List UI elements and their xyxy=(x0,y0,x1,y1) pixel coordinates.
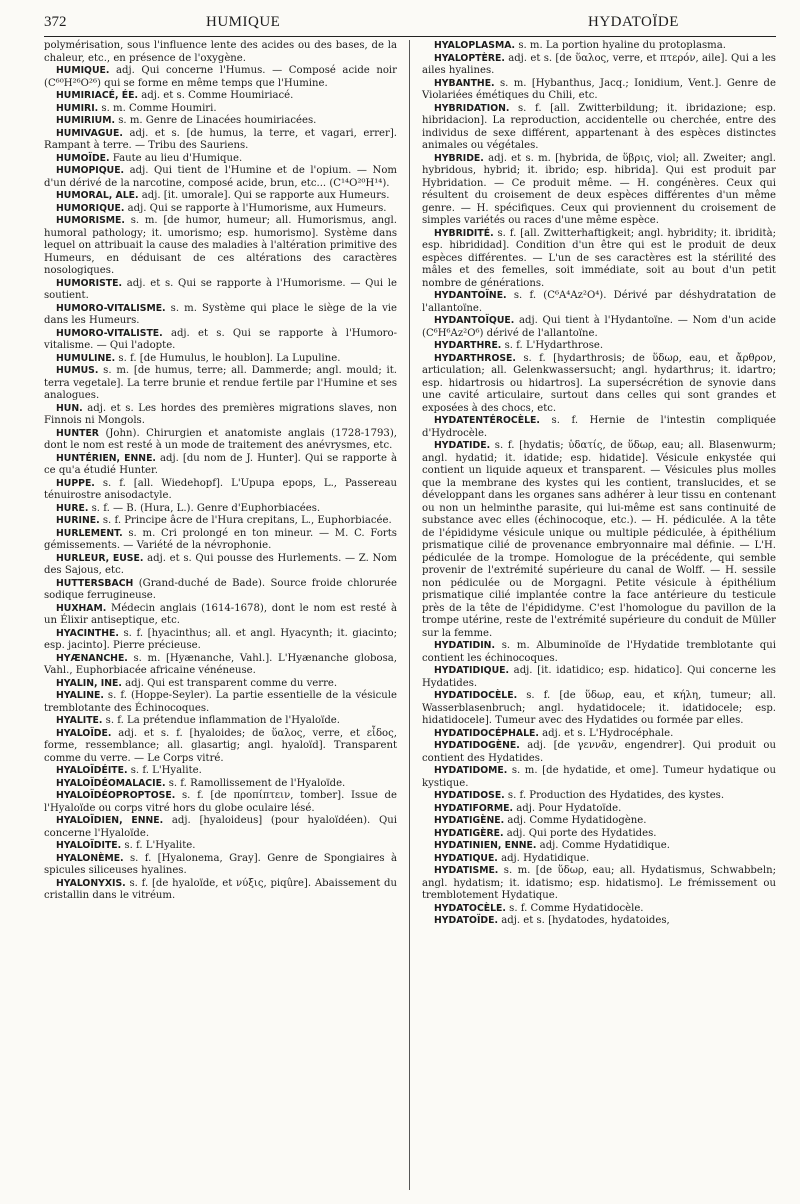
dictionary-entry xyxy=(44,503,397,516)
entry-definition: adj. [hyaloideus] (pour hyaloïdéen). Qui concerne l'Hyaloïde. xyxy=(44,815,397,839)
dictionary-entry xyxy=(44,878,397,903)
entry-definition: (Grand-duché de Bade). Source froide chlorurée sodique ferrugineuse. xyxy=(44,577,397,601)
entry-headword: HYALONÈME. xyxy=(56,852,124,864)
entry-definition: adj. [de γεννᾶν, engendrer]. Qui produit ou contient des Hydatides. xyxy=(422,740,776,764)
dictionary-entry xyxy=(422,153,776,228)
dictionary-entry xyxy=(44,215,397,278)
entry-headword: HYDATIGÈNE. xyxy=(434,815,505,826)
entry-definition: s. f. La prétendue inflammation de l'Hyaloïde. xyxy=(105,715,340,726)
dictionary-entry xyxy=(422,315,776,340)
entry-headword: HYDATIGÈRE. xyxy=(434,827,504,839)
entry-definition: Médecin anglais (1614-1678), dont le nom est resté à un Élixir antiseptique, etc. xyxy=(44,602,397,626)
entry-definition: adj. Qui tient à l'Hydantoïne. — Nom d'un acide (C⁶H⁶Az²O⁶) dérivé de l'allantoïne. xyxy=(422,315,776,339)
entry-definition: adj. [it. umorale]. Qui se rapporte aux Humeurs. xyxy=(141,190,390,201)
dictionary-entry xyxy=(44,790,397,815)
entry-headword: HYDATENTÉROCÈLE. xyxy=(434,415,540,426)
entry-definition: s. f. [hyacinthus; all. et angl. Hyacynth; it. giacinto; esp. jacinto]. Pierre précieuse. xyxy=(44,627,397,651)
entry-headword: HYDATOCÈLE. xyxy=(434,902,506,914)
dictionary-entry xyxy=(44,65,397,90)
dictionary-entry xyxy=(422,828,776,841)
entry-definition: s. f. (C⁶A⁴Az²O⁴). Dérivé par déshydratation de l'allantoïne. xyxy=(422,290,776,314)
entry-headword: HYALOÏDÉITE. xyxy=(56,765,128,776)
entry-headword: HYALINE. xyxy=(56,690,104,701)
entry-headword: HYALIN, INE. xyxy=(56,677,122,689)
entry-definition: s. f. — B. (Hura, L.). Genre d'Euphorbiacées. xyxy=(91,502,321,514)
entry-headword: HYBANTHE. xyxy=(434,77,495,89)
entry-definition: adj. Comme Hydatidique. xyxy=(539,840,670,851)
entry-definition: s. f. Hernie de l'intestin compliquée d'Hydrocèle. xyxy=(422,415,776,439)
entry-headword: HYBRIDE. xyxy=(434,152,484,164)
entry-definition: s. f. [Hyalonema, Gray]. Genre de Spongiaires à spicules siliceuses hyalines. xyxy=(44,852,397,876)
entry-definition: s. f. Principe âcre de l'Hura crepitans, L., Euphorbiacée. xyxy=(102,515,392,526)
entry-definition: adj. et s. Qui pousse des Hurlements. — Z. Nom des Sajous, etc. xyxy=(44,552,398,576)
dictionary-entry xyxy=(422,903,776,916)
page-number: 372 xyxy=(44,14,67,30)
dictionary-entry xyxy=(44,328,397,353)
entry-definition: s. m. Genre de Linacées houmiriacées. xyxy=(118,115,317,126)
dictionary-entry xyxy=(44,603,397,628)
dictionary-entry xyxy=(422,840,776,853)
entry-headword: HYDATIDIQUE. xyxy=(434,665,510,676)
entry-definition: s. f. L'Hydarthrose. xyxy=(504,340,604,351)
dictionary-entry xyxy=(422,765,776,790)
entry-definition: adj. Qui tient de l'Humine et de l'opium. — Nom d'un dérivé de la narcotine, composé acide, brun, etc... (C¹⁴O²⁰H¹⁴). xyxy=(44,165,397,189)
entry-headword: HYDATIQUE. xyxy=(434,852,498,864)
dictionary-entry xyxy=(422,53,776,78)
entry-headword: HUMIVAGUE. xyxy=(56,127,123,139)
entry-headword: HYALOPTÈRE. xyxy=(434,52,505,64)
entry-definition: s. f. Ramollissement de l'Hyaloïde. xyxy=(168,777,346,789)
dictionary-entry xyxy=(44,553,397,578)
entry-headword: HYALOÏDITE. xyxy=(56,840,122,851)
dictionary-entry xyxy=(422,228,776,291)
dictionary-entry xyxy=(44,353,397,366)
dictionary-entry xyxy=(422,665,776,690)
entry-definition: s. f. [all. Wiedehopf]. L'Upupa epops, L., Passereau ténuirostre anisodactyle. xyxy=(44,477,397,501)
entry-headword: HYDATIDOSE. xyxy=(434,790,505,801)
dictionary-entry xyxy=(44,578,397,603)
left-column xyxy=(44,40,397,903)
dictionary-entry xyxy=(44,365,397,403)
entry-definition: adj. Qui est transparent comme du verre. xyxy=(125,677,338,689)
dictionary-entry xyxy=(44,403,397,428)
entry-definition: adj. Comme Hydatidogène. xyxy=(507,815,647,826)
entry-headword: HUMORISME. xyxy=(56,215,125,226)
entry-definition: s. f. [hydatis; ὑδατίς, de ὕδωρ, eau; all. Blasenwurm; angl. hydatid; it. idatide; esp. hidatide]. Vésicule enkystée qui contient un liquide aqueux et transparent. — Vésicules plus molles que la membrane des kystes qui les contient, translucides, et se développant dans les organes sans adhérer à leur tissu en contenant ou non un helminthe parasite, qui lui-même est sans continuité de substance avec elles (échinocoque, etc.). — H. pédiculée. A la tête de l'épididyme vésicule unique ou multiple pédiculée, à épithélium prismatique cilié de provenance embryonnaire mal définie. — L'H. pédiculée de la trompe. Homologue de la précédente, qui semble provenir de l'extrémité supérieure du canal de Wolff. — H. sessile non pédiculée ou de Morgagni. Petite vésicule à épithélium prismatique cilié implantée contre la face antérieure du testicule près de la tête de l'épididyme. C'est l'homologue du pavillon de la trompe utérine, reste de l'extrémité supérieure du conduit de Müller sur la femme. xyxy=(422,440,776,639)
entry-headword: HURINE. xyxy=(56,515,100,526)
entry-headword: HYACINTHE. xyxy=(56,627,119,639)
entry-headword: HYALOÏDE. xyxy=(56,727,112,739)
entry-headword: HUMIQUE. xyxy=(56,65,110,76)
entry-headword: HUMORO-VITALISME. xyxy=(56,302,166,314)
dictionary-entry xyxy=(44,765,397,778)
dictionary-entry xyxy=(44,515,397,528)
entry-headword: HYBRIDITÉ. xyxy=(434,227,494,239)
running-head-right: HYDATOÏDE xyxy=(588,14,679,30)
entry-headword: HYDATIDOME. xyxy=(434,765,508,776)
entry-headword: HURE. xyxy=(56,502,89,514)
dictionary-entry xyxy=(422,415,776,440)
entry-definition: adj. et s. L'Hydrocéphale. xyxy=(542,727,674,739)
entry-definition: s. m. [de humor, humeur; all. Humorismus, angl. humoral pathology; it. umorismo; esp. humorismo]. Système dans lequel on attribuait la cause des maladies à l'altération primitive des Humeurs, en déduisant de ces altérations des caractères nosologiques. xyxy=(44,215,397,276)
entry-headword: HUNTÉRIEN, ENNE. xyxy=(56,452,156,464)
dictionary-entry xyxy=(44,153,397,166)
entry-definition: adj. et s. [de ὕαλος, verre, et πτερόν, aile]. Qui a les ailes hyalines. xyxy=(422,52,776,76)
dictionary-entry xyxy=(44,428,397,453)
entry-headword: HUMULINE. xyxy=(56,352,116,364)
entry-headword: HUMUS. xyxy=(56,365,99,376)
entry-definition: Faute au lieu d'Humique. xyxy=(112,152,243,164)
entry-headword: HUXHAM. xyxy=(56,602,107,614)
entry-definition: adj. et s. Qui se rapporte à l'Humoro-vitalisme. — Qui l'adopte. xyxy=(44,327,397,351)
dictionary-entry xyxy=(44,778,397,791)
entry-headword: HYDATIDOGÈNE. xyxy=(434,740,520,751)
entry-definition: adj. et s. Qui se rapporte à l'Humorisme. — Qui le soutient. xyxy=(44,277,397,301)
dictionary-entry xyxy=(422,728,776,741)
dictionary-entry xyxy=(44,453,397,478)
dictionary-entry xyxy=(44,165,397,190)
dictionary-entry xyxy=(44,840,397,853)
entry-definition: adj. Qui se rapporte à l'Humorisme, aux Humeurs. xyxy=(127,202,387,214)
entry-definition: adj. [it. idatidico; esp. hidatico]. Qui concerne les Hydatides. xyxy=(422,665,776,689)
entry-definition: s. m. Cri prolongé en ton mineur. — M. C. Forts gémissements. — Variété de la névrophonie. xyxy=(44,527,397,551)
entry-headword: HYALITE. xyxy=(56,715,103,726)
entry-definition: (John). Chirurgien et anatomiste anglais (1728-1793), dont le nom est resté à un mode de traitement des anévrysmes, etc. xyxy=(44,427,398,451)
dictionary-entry xyxy=(422,640,776,665)
entry-headword: HYDATISME. xyxy=(434,865,499,876)
entry-definition: adj. et s. Les hordes des premières migrations slaves, non Finnois ni Mongols. xyxy=(44,402,397,426)
dictionary-entry xyxy=(422,690,776,728)
entry-definition: adj. et s. Comme Houmiriacé. xyxy=(141,90,294,101)
entry-definition: adj. et s. m. [hybrida, de ὕβρις, viol; all. Zweiter; angl. hybridous, hybrid; it. ibrido; esp. hibrida]. Qui est produit par Hybridation. — Ce produit même. — H. congénères. Ceux qui résultent du croisement de deux espèces différentes d'un même genre. — H. spécifiques. Ceux qui proviennent du croisement de simples variétés ou races d'une même espèce. xyxy=(422,152,776,226)
dictionary-entry xyxy=(44,678,397,691)
dictionary-entry xyxy=(422,78,776,103)
entry-definition: s. m. [de humus, terre; all. Dammerde; angl. mould; it. terra vegetale]. La terre brunie et rendue fertile par l'Humine et ses analogues. xyxy=(44,365,397,401)
dictionary-entry xyxy=(422,40,776,53)
entry-definition: adj. Qui porte des Hydatides. xyxy=(506,827,657,839)
dictionary-entry xyxy=(44,40,397,65)
dictionary-entry xyxy=(422,740,776,765)
entry-headword: HUN. xyxy=(56,402,83,414)
entry-definition: s. f. [de hyaloïde, et νύξις, piqûre]. Abaissement du cristallin dans le vitréum. xyxy=(44,877,397,901)
dictionary-entry xyxy=(422,815,776,828)
entry-definition: adj. et s. [de humus, la terre, et vagari, errer]. Rampant à terre. — Tribu des Sauriens. xyxy=(44,127,397,151)
entry-definition: adj. et s. f. [hyaloides; de ὕαλος, verre, et εἶδος, forme, ressemblance; all. glasartig; angl. hyaloïd]. Transparent comme du verre. — Le Corps vitré. xyxy=(44,727,397,764)
entry-definition: s. m. Comme Houmiri. xyxy=(101,102,217,114)
entry-headword: HYÆNANCHE. xyxy=(56,652,128,664)
dictionary-entry xyxy=(422,790,776,803)
entry-headword: HYALOÏDÉOPROPTOSE. xyxy=(56,790,176,801)
column-divider xyxy=(409,40,410,1190)
entry-definition: s. f. Production des Hydatides, des kystes. xyxy=(507,790,725,801)
entry-headword: HYDATIDE. xyxy=(434,440,491,451)
entry-headword: HYDANTOÏQUE. xyxy=(434,315,515,326)
entry-definition: s. m. La portion hyaline du protoplasma. xyxy=(518,40,726,51)
entry-definition: s. m. [de ὕδωρ, eau; all. Hydatismus, Schwabbeln; angl. hydatism; it. idatismo; esp. hidatismo]. Le frémissement ou tremblotement Hydatique. xyxy=(422,865,776,901)
entry-headword: HUNTER xyxy=(56,427,99,439)
entry-definition: s. f. [all. Zwitterhaftigkeit; angl. hybridity; it. ibridità; esp. hibrididad]. Condition d'un être qui est le produit de deux espèces différentes. — L'un de ses caractères est la stérilité des mâles et des femelles, soit immédiate, soit au bout d'un petit nombre de générations. xyxy=(422,227,776,289)
entry-definition: s. f. L'Hyalite. xyxy=(124,840,196,851)
entry-headword: HYBRIDATION. xyxy=(434,102,510,114)
entry-headword: HYDATIFORME. xyxy=(434,802,514,814)
entry-definition: s. f. [all. Zwitterbildung; it. ibridazione; esp. hibridacion]. La reproduction, accidentelle ou cherchée, entre des individus de sexe différent, appartenant à des espèces distinctes animales ou végétales. xyxy=(422,102,776,151)
dictionary-entry xyxy=(44,528,397,553)
entry-definition: adj. et s. [hydatodes, hydatoides, xyxy=(501,915,670,926)
entry-headword: HUMORO-VITALISTE. xyxy=(56,327,163,339)
entry-definition: polymérisation, sous l'influence lente des acides ou des bases, de la chaleur, etc., en présence de l'oxygène. xyxy=(44,40,397,64)
entry-definition: adj. Hydatidique. xyxy=(501,852,590,864)
entry-definition: s. m. Albuminoïde de l'Hydatide tremblotante qui contient les échinocoques. xyxy=(422,640,776,664)
entry-headword: HYDARTHROSE. xyxy=(434,352,516,364)
entry-headword: HYDATOÏDE. xyxy=(434,915,499,926)
entry-headword: HYALOPLASMA. xyxy=(434,40,516,51)
right-column xyxy=(422,40,776,928)
entry-headword: HUMOPIQUE. xyxy=(56,165,125,176)
entry-headword: HYALOÏDIEN, ENNE. xyxy=(56,815,164,826)
dictionary-entry xyxy=(44,90,397,103)
entry-definition: s. f. Comme Hydatidocèle. xyxy=(509,902,644,914)
dictionary-entry xyxy=(44,103,397,116)
dictionary-entry xyxy=(44,115,397,128)
page-header xyxy=(44,6,776,37)
entry-definition: s. f. [de Humulus, le houblon]. La Lupuline. xyxy=(118,352,341,364)
dictionary-entry xyxy=(422,353,776,416)
entry-headword: HUMORIQUE. xyxy=(56,202,125,214)
dictionary-entry xyxy=(44,128,397,153)
entry-headword: HYDATINIEN, ENNE. xyxy=(434,840,537,851)
entry-definition: s. m. [Hyænanche, Vahl.]. L'Hyænanche globosa, Vahl., Euphorbiacée africaine vénéneuse. xyxy=(44,652,397,676)
entry-headword: HUTTERSBACH xyxy=(56,577,134,589)
dictionary-entry xyxy=(422,865,776,903)
dictionary-entry xyxy=(422,340,776,353)
entry-definition: s. f. [de ὕδωρ, eau, et κήλη, tumeur; all. Wasserblasenbruch; angl. hydatidocele; it. idatidocele; esp. hidatidocele]. Tumeur avec des Hydatides ou formée par elles. xyxy=(422,690,776,726)
dictionary-entry xyxy=(422,440,776,640)
dictionary-entry xyxy=(44,628,397,653)
dictionary-entry xyxy=(44,203,397,216)
entry-headword: HYDATIDOCÉPHALE. xyxy=(434,727,539,739)
dictionary-entry xyxy=(422,915,776,928)
running-head-left: HUMIQUE xyxy=(206,14,281,30)
dictionary-entry xyxy=(422,803,776,816)
dictionary-entry xyxy=(44,690,397,715)
entry-definition: adj. [du nom de J. Hunter]. Qui se rapporte à ce qu'a étudié Hunter. xyxy=(44,452,397,476)
dictionary-entry xyxy=(44,478,397,503)
entry-headword: HURLEMENT. xyxy=(56,527,123,539)
dictionary-entry xyxy=(422,290,776,315)
dictionary-entry xyxy=(44,190,397,203)
entry-headword: HUMOÏDE. xyxy=(56,152,110,164)
dictionary-entry xyxy=(44,653,397,678)
entry-headword: HUMIRIUM. xyxy=(56,115,115,126)
dictionary-entry xyxy=(422,853,776,866)
dictionary-entry xyxy=(422,103,776,153)
entry-headword: HYDARTHRE. xyxy=(434,340,502,351)
dictionary-entry xyxy=(44,728,397,766)
entry-definition: s. m. [de hydatide, et ome]. Tumeur hydatique ou kystique. xyxy=(422,765,776,789)
entry-definition: adj. Qui concerne l'Humus. — Composé acide noir (C⁶⁰H²⁶O²⁶) qui se forme en même temps que l'Humine. xyxy=(44,65,397,89)
entry-headword: HURLEUR, EUSE. xyxy=(56,552,144,564)
entry-headword: HUMIRIACÉ, ÉE. xyxy=(56,90,139,101)
dictionary-entry xyxy=(44,303,397,328)
dictionary-entry xyxy=(44,853,397,878)
entry-headword: HYALONYXIS. xyxy=(56,877,126,889)
dictionary-entry xyxy=(44,715,397,728)
entry-definition: s. f. [de προπίπτειν, tomber]. Issue de l'Hyaloïde ou corps vitré hors du globe oculaire lésé. xyxy=(44,790,397,814)
entry-headword: HUMORISTE. xyxy=(56,277,123,289)
entry-headword: HYALOÏDÉOMALACIE. xyxy=(56,777,166,789)
entry-headword: HYDATIDOCÈLE. xyxy=(434,690,518,701)
entry-definition: s. f. L'Hyalite. xyxy=(130,765,202,776)
entry-headword: HYDATIDIN. xyxy=(434,640,495,651)
entry-definition: adj. Pour Hydatoïde. xyxy=(516,802,622,814)
entry-definition: s. f. [hydarthrosis; de ὕδωρ, eau, et ἄρθρον, articulation; all. Gelenkwassersucht; angl. hydarthrus; it. idartro; esp. hidartrosis ou hidartros]. La supersécrétion de synovie dans une cavité articulaire, surtout dans celles qui sont grandes et exposées à des chocs, etc. xyxy=(422,352,776,414)
entry-headword: HUMORAL, ALE. xyxy=(56,190,139,201)
entry-definition: s. f. (Hoppe-Seyler). La partie essentielle de la vésicule tremblotante des Échinocoques. xyxy=(44,690,397,714)
entry-definition: s. m. Système qui place le siège de la vie dans les Humeurs. xyxy=(44,302,397,326)
entry-headword: HUPPE. xyxy=(56,477,95,489)
entry-definition: s. m. [Hybanthus, Jacq.; Ionidium, Vent.]. Genre de Violariées émétiques du Chili, etc. xyxy=(422,77,776,101)
entry-headword: HUMIRI. xyxy=(56,102,99,114)
dictionary-entry xyxy=(44,815,397,840)
dictionary-entry xyxy=(44,278,397,303)
entry-headword: HYDANTOÏNE. xyxy=(434,290,507,301)
